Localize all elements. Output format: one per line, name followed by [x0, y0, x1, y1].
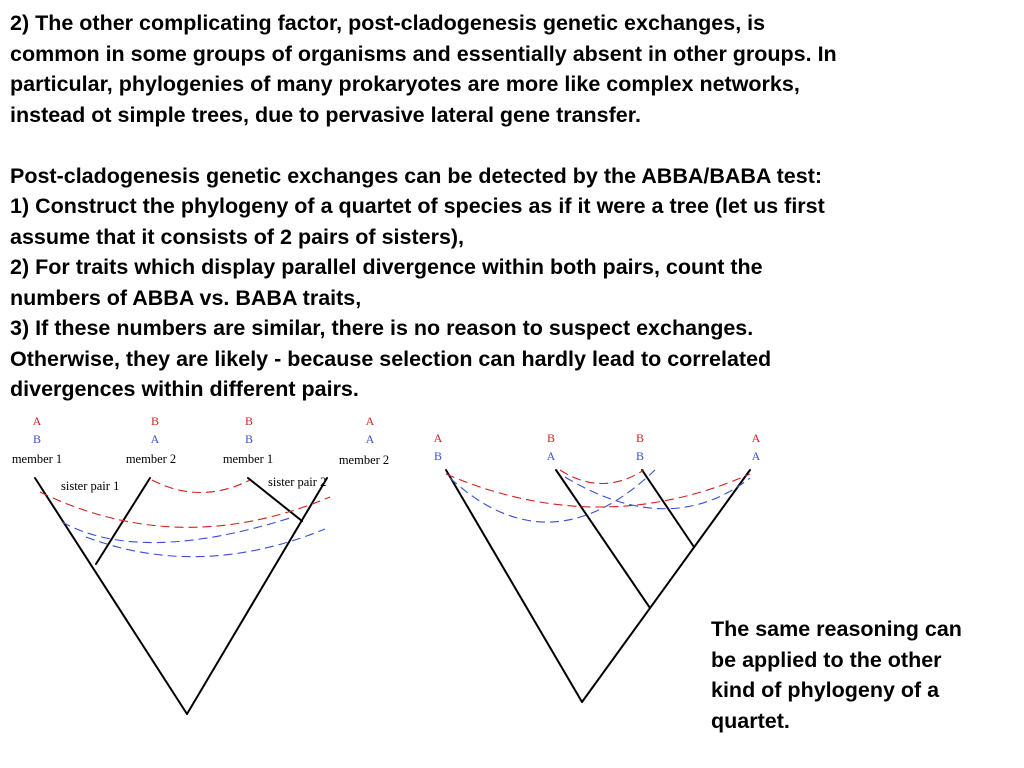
text-line: common in some groups of organisms and essentially absent in other groups. In — [10, 41, 837, 66]
text-line: 3) If these numbers are similar, there is no reason to suspect exchanges. — [10, 316, 754, 340]
text-line: Otherwise, they are likely - because selection can hardly lead to correlated — [10, 346, 772, 371]
text-line: numbers of ABBA vs. BABA traits, — [10, 285, 362, 310]
tip3-trait1: B — [244, 414, 254, 428]
side-note-line: be applied to the other — [711, 647, 942, 672]
tip4-trait1: A — [365, 414, 375, 428]
arc-blue-tip1-tip3 — [450, 470, 655, 522]
tip2-member: member 2 — [125, 452, 177, 466]
arc-blue-member1-member3 — [62, 518, 290, 543]
tip4-trait1: A — [751, 431, 761, 445]
tip4-member: member 2 — [338, 453, 390, 467]
tip1-trait1: A — [433, 431, 443, 445]
side-note-line: The same reasoning can — [711, 617, 962, 641]
tip3-member: member 1 — [222, 452, 274, 466]
tip1-member: member 1 — [11, 452, 63, 466]
text-line: instead ot simple trees, due to pervasive lateral gene transfer. — [10, 102, 641, 127]
branch-root-member4 — [187, 478, 327, 714]
text-line: assume that it consists of 2 pairs of sisters), — [10, 224, 465, 249]
text-line: Post-cladogenesis genetic exchanges can be detected by the ABBA/BABA test: — [10, 163, 823, 188]
tip1-trait1: A — [32, 414, 42, 428]
tip3-trait2: B — [635, 449, 645, 463]
tip2-trait2: A — [150, 432, 160, 446]
branch-root-member1 — [35, 478, 187, 714]
tip4-trait2: A — [751, 449, 761, 463]
tip4-trait2: A — [365, 432, 375, 446]
text-line: divergences within different pairs. — [10, 377, 359, 401]
side-note-line: quartet. — [711, 708, 790, 733]
tip2-trait1: B — [150, 414, 160, 428]
arc-red-member2-member3 — [152, 480, 250, 493]
sister-pair-2-label: sister pair 2 — [268, 475, 327, 489]
sister-pair-1-label: sister pair 1 — [61, 479, 120, 493]
tip3-trait1: B — [635, 431, 645, 445]
text-line: particular, phylogenies of many prokaryotes are more like complex networks, — [10, 72, 800, 96]
tip3-trait2: B — [244, 432, 254, 446]
branch-tip2 — [556, 470, 650, 608]
text-line: 2) For traits which display parallel divergence within both pairs, count the — [10, 255, 763, 279]
side-note — [711, 614, 1016, 736]
tip2-trait2: A — [546, 449, 556, 463]
tip1-trait2: B — [32, 432, 42, 446]
tip2-trait1: B — [546, 431, 556, 445]
text-line: 1) Construct the phylogeny of a quartet of species as if it were a tree (let us first — [10, 194, 825, 218]
tree-diagram-sister-pairs — [0, 0, 420, 768]
text-line: 2) The other complicating factor, post-cladogenesis genetic exchanges, is — [10, 11, 766, 35]
tip1-trait2: B — [433, 449, 443, 463]
side-note-line: kind of phylogeny of a — [711, 678, 940, 702]
